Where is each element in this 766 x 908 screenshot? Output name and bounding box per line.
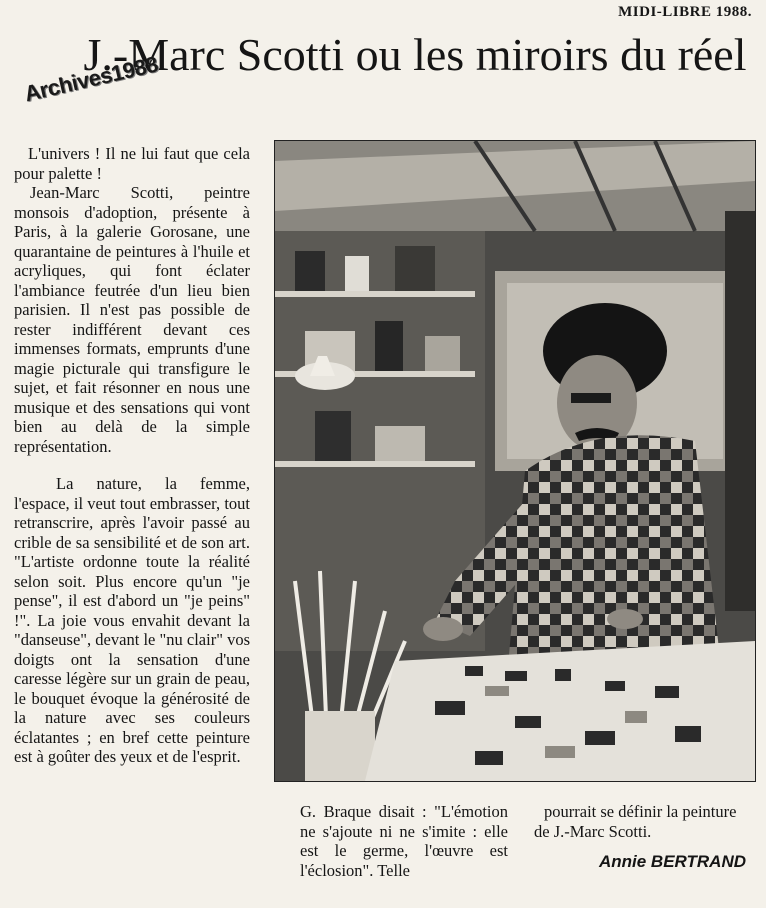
article-column-left — [14, 144, 250, 767]
paragraph-exhibition: Jean-Marc Scotti, peintre monsois d'adoption, présente à Paris, à la galerie Gorosane, une quarantaine de peintures à l'huile et acryliques, qui font éclater l'ambiance feutrée d'un lieu bien parisien. Il n'est pas possible de rester indifférent devant ces immenses formats, emprunts d'une magie picturale qui transfigure le sujet, et fait résonner en nous une musique et des sensations qui vont bien au delà de la simple représentation. — [14, 183, 250, 456]
headline: J.-Marc Scotti ou les miroirs du réel — [83, 29, 747, 80]
paragraph-braque-quote: G. Braque disait : "L'émotion ne s'ajoute ni ne s'imite : elle est le germe, l'œuvre est l'éclosion". Telle — [300, 802, 508, 880]
article-column-right — [534, 802, 744, 841]
paragraph-conclusion: pourrait se définir la peinture de J.-Marc Scotti. — [534, 802, 737, 841]
byline: Annie BERTRAND — [598, 852, 746, 871]
paragraph-intro: L'univers ! Il ne lui faut que cela pour palette ! — [14, 144, 250, 183]
article-column-mid — [300, 802, 508, 880]
masthead: MIDI-LIBRE 1988. — [618, 4, 752, 20]
paragraph-nature: La nature, la femme, l'espace, il veut tout embrasser, tout retranscrire, après l'avoir passé au crible de sa sensibilité et de son art. "L'artiste ordonne toute la réalité selon soit. Plus encore qu'un "je pense", il est d'abord un "je peins" !". La joie vous envahit devant la "danseuse", devant le "nu clair" vos doigts ont la sensation d'une caresse légère sur un grain de peau, le bouquet évoque la générosité de la nature avec ses couleurs éclatantes ; en bref cette peinture est à goûter des yeux et de l'esprit. — [14, 474, 250, 766]
photo-painter-studio — [274, 140, 756, 782]
archive-stamp: Archives1988 — [22, 51, 161, 107]
painter-photo-illustration — [275, 141, 755, 781]
